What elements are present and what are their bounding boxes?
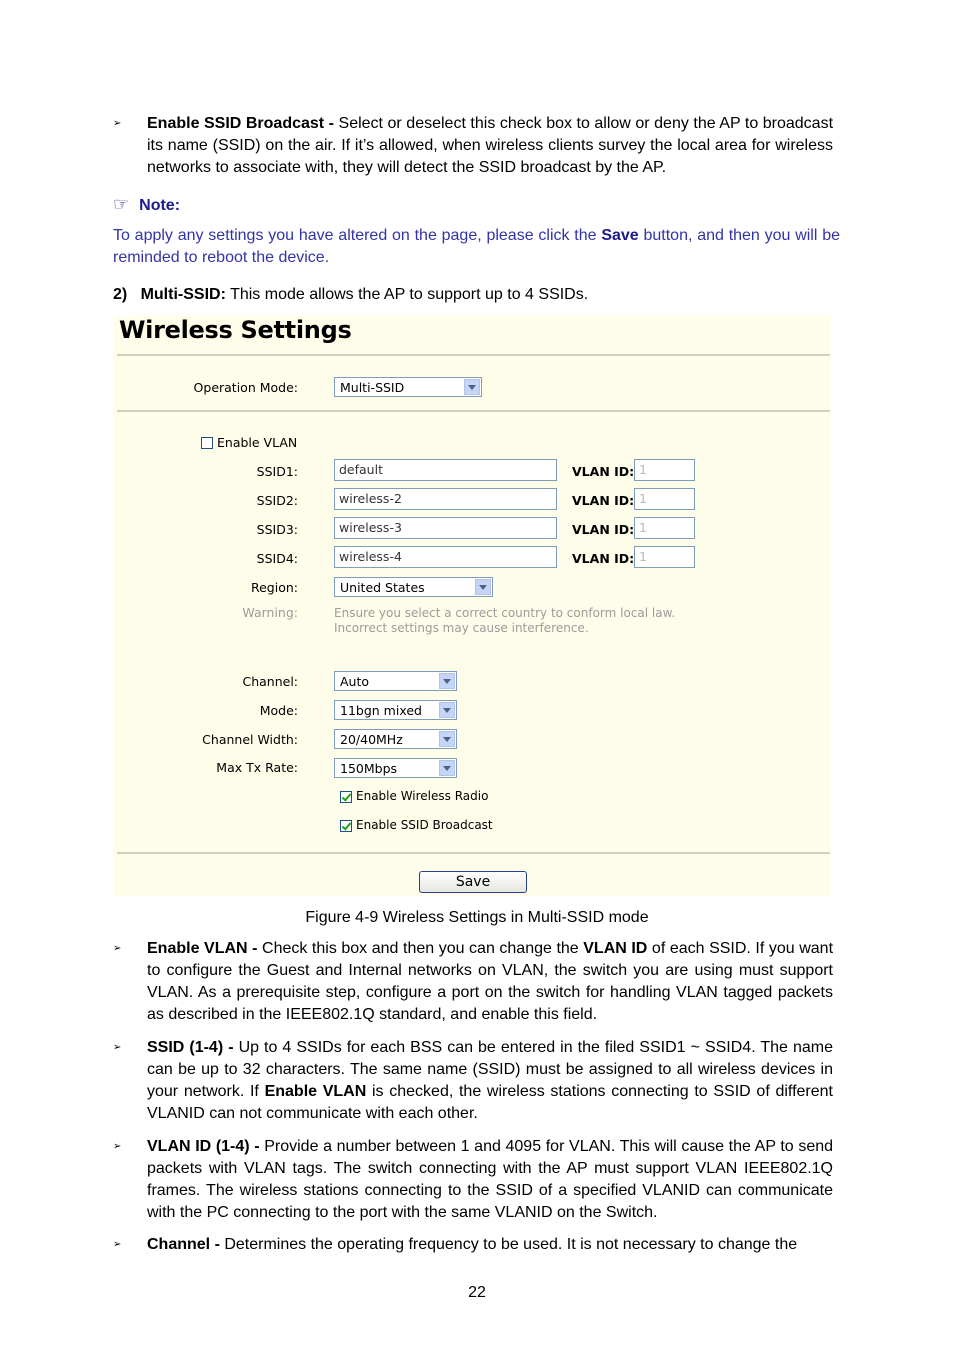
ssid3-input[interactable]	[334, 517, 557, 539]
chevron-down-icon	[464, 379, 480, 395]
bullet-marker: ➢	[113, 1042, 122, 1053]
vlan-id3-label: VLAN ID:	[572, 522, 635, 537]
max-tx-rate-label: Max Tx Rate:	[216, 760, 298, 775]
operation-mode-select[interactable]	[334, 377, 482, 397]
description: is checked, the wireless stations connecting to SSID of different VLANID can not communicate with each other.	[147, 1083, 833, 1122]
term: Enable VLAN -	[147, 940, 258, 957]
region-label: Region:	[250, 580, 298, 595]
note-text-end: button, and then you will be reminded to reboot the device.	[113, 227, 841, 266]
description: Provide a number between 1 and 4095 for VLAN. This will cause the AP to send packets with VLAN tags. The switch connecting with the AP must support VLAN IEEE802.1Q frames. The wireless stations connecting to the SSID of a specified VLANID can communicate with the PC connecting to the port with the same VLANID on the Switch.	[147, 1138, 834, 1221]
figure-caption: Figure 4-9 Wireless Settings in Multi-SSID mode	[305, 909, 649, 926]
ssid2-input[interactable]	[334, 488, 557, 510]
channel-width-select[interactable]	[334, 729, 457, 749]
description: Determines the operating frequency to be used. It is not necessary to change the	[219, 1236, 798, 1253]
divider	[117, 852, 830, 854]
ssid3-value: wireless-3	[339, 520, 402, 535]
region-select[interactable]	[334, 577, 493, 597]
enable-wireless-radio-checkbox[interactable]	[340, 791, 352, 803]
bullet-marker: ➢	[113, 118, 122, 129]
warning-line-1: Ensure you select a correct country to conform local law.	[334, 606, 676, 620]
vlan-id2-value: 1	[639, 491, 647, 506]
save-button[interactable]: Save	[419, 871, 527, 893]
vlan-id4-input[interactable]	[634, 546, 695, 568]
pointing-hand-icon: ☞	[113, 194, 130, 215]
channel-label: Channel:	[242, 674, 298, 689]
ssid4-label: SSID4:	[256, 551, 298, 566]
ssid4-input[interactable]	[334, 546, 557, 568]
vlan-id4-value: 1	[639, 549, 647, 564]
channel-select[interactable]	[334, 671, 457, 691]
vlan-id1-input[interactable]	[634, 459, 695, 481]
chevron-down-icon	[439, 702, 455, 718]
description: of each SSID. If you want to configure the Guest and Internal networks on VLAN, the switch you are using must support VLAN. As a prerequisite step, configure a port on the switch for handling VLAN tagged packets as described in the IEEE802.1Q standard, and enable this field.	[147, 940, 834, 1023]
vlan-id2-input[interactable]	[634, 488, 695, 510]
note-save-word: Save	[601, 227, 639, 244]
emphasis: VLAN ID	[583, 940, 648, 957]
page-number: 22	[468, 1284, 486, 1301]
vlan-id3-value: 1	[639, 520, 647, 535]
description: Check this box and then you can change the	[257, 940, 584, 957]
mode-label: Mode:	[259, 703, 298, 718]
bullet-marker: ➢	[113, 1141, 122, 1152]
vlan-id3-input[interactable]	[634, 517, 695, 539]
term: Channel -	[147, 1236, 220, 1253]
note-heading	[113, 194, 180, 215]
enable-ssid-broadcast-label: Enable SSID Broadcast	[356, 818, 493, 832]
chevron-down-icon	[439, 731, 455, 747]
chevron-down-icon	[475, 579, 491, 595]
screenshot-title: Wireless Settings	[119, 316, 352, 344]
channel-width-value: 20/40MHz	[340, 732, 403, 747]
term: VLAN ID (1-4) -	[147, 1138, 260, 1155]
warning-line-2: Incorrect settings may cause interference.	[334, 621, 589, 635]
vlan-id2-label: VLAN ID:	[572, 493, 635, 508]
ssid2-label: SSID2:	[256, 493, 298, 508]
ssid1-value: default	[339, 462, 383, 477]
operation-mode-label: Operation Mode:	[193, 380, 298, 395]
term: Enable SSID Broadcast -	[147, 115, 334, 132]
section-number: 2)	[113, 286, 128, 303]
description: Select or deselect this check box to allow or deny the AP to broadcast its name (SSID) on the air. If it’s allowed, when wireless clients survey the local area for wireless networks to associate with, they will detect the SSID broadcast by the AP.	[147, 115, 834, 176]
channel-value: Auto	[340, 674, 370, 689]
divider	[117, 354, 830, 356]
vlan-id4-label: VLAN ID:	[572, 551, 635, 566]
mode-select[interactable]	[334, 700, 457, 720]
vlan-id-paragraph	[147, 1136, 833, 1224]
ssid3-label: SSID3:	[256, 522, 298, 537]
section-heading	[113, 284, 588, 306]
enable-vlan-paragraph	[147, 938, 833, 1026]
warning-label: Warning:	[242, 605, 298, 620]
enable-ssid-broadcast-paragraph	[147, 113, 833, 179]
vlan-id1-label: VLAN ID:	[572, 464, 635, 479]
note-label: Note:	[139, 197, 181, 214]
ssid2-value: wireless-2	[339, 491, 402, 506]
term: SSID (1-4) -	[147, 1039, 234, 1056]
max-tx-rate-select[interactable]	[334, 758, 457, 778]
region-value: United States	[340, 580, 425, 595]
emphasis: Enable VLAN	[264, 1083, 367, 1100]
enable-vlan-checkbox[interactable]	[201, 437, 213, 449]
chevron-down-icon	[439, 673, 455, 689]
operation-mode-value: Multi-SSID	[340, 380, 405, 395]
max-tx-rate-value: 150Mbps	[340, 761, 398, 776]
mode-value: 11bgn mixed	[340, 703, 422, 718]
ssid4-value: wireless-4	[339, 549, 402, 564]
vlan-id1-value: 1	[639, 462, 647, 477]
divider	[117, 410, 830, 412]
chevron-down-icon	[439, 760, 455, 776]
channel-paragraph	[147, 1234, 833, 1256]
wireless-settings-screenshot	[114, 316, 831, 896]
section-title: Multi-SSID:	[140, 286, 226, 303]
description: Up to 4 SSIDs for each BSS can be entered in the filed SSID1 ~ SSID4. The name can be up to 32 characters. The same name (SSID) must be assigned to all wireless devices in your network. If	[147, 1039, 834, 1100]
bullet-marker: ➢	[113, 943, 122, 954]
note-body	[113, 225, 840, 269]
ssid-paragraph	[147, 1037, 833, 1125]
ssid1-label: SSID1:	[256, 464, 298, 479]
enable-vlan-label: Enable VLAN	[217, 435, 298, 450]
channel-width-label: Channel Width:	[202, 732, 298, 747]
enable-ssid-broadcast-checkbox[interactable]	[340, 820, 352, 832]
note-text: To apply any settings you have altered on the page, please click the	[113, 227, 602, 244]
section-text: This mode allows the AP to support up to 4 SSIDs.	[225, 286, 589, 303]
ssid1-input[interactable]	[334, 459, 557, 481]
bullet-marker: ➢	[113, 1239, 122, 1250]
enable-wireless-radio-label: Enable Wireless Radio	[356, 789, 489, 803]
